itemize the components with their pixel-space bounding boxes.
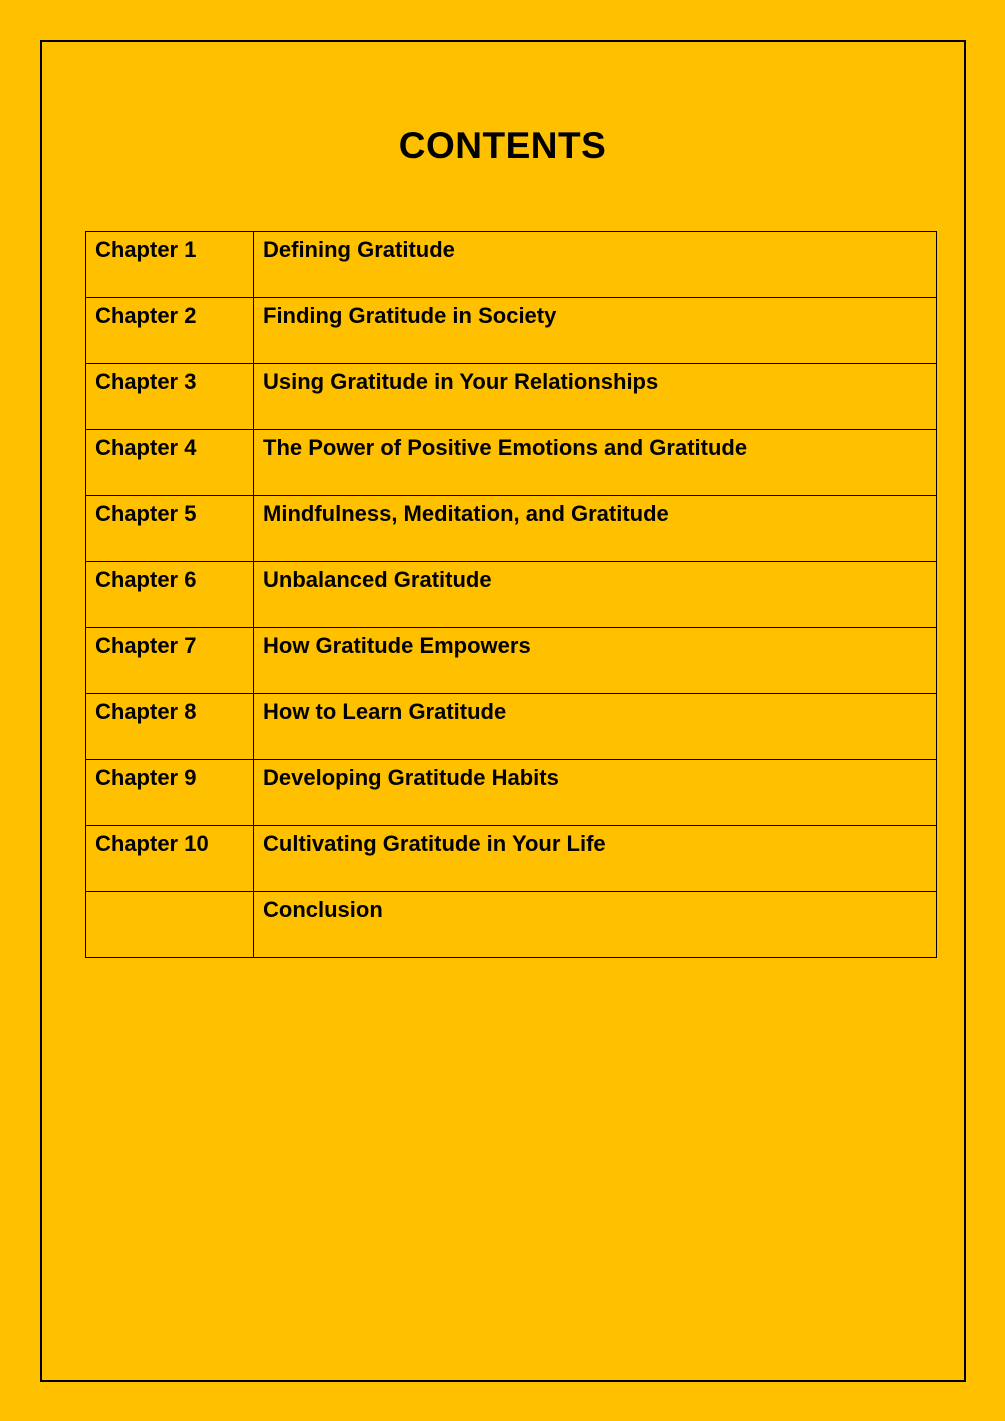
contents-table [85,231,937,958]
table-row [86,298,937,364]
chapter-number: Chapter 1 [86,232,254,298]
chapter-title: Cultivating Gratitude in Your Life [254,826,937,892]
chapter-number: Chapter 4 [86,430,254,496]
chapter-title: Conclusion [254,892,937,958]
chapter-number: Chapter 9 [86,760,254,826]
chapter-title: How to Learn Gratitude [254,694,937,760]
chapter-number [86,892,254,958]
table-row [86,364,937,430]
chapter-title: Finding Gratitude in Society [254,298,937,364]
chapter-number: Chapter 6 [86,562,254,628]
table-row [86,694,937,760]
chapter-number: Chapter 2 [86,298,254,364]
table-row [86,496,937,562]
chapter-title: Developing Gratitude Habits [254,760,937,826]
table-row [86,826,937,892]
chapter-title: Using Gratitude in Your Relationships [254,364,937,430]
chapter-number: Chapter 3 [86,364,254,430]
page-title: CONTENTS [398,125,607,166]
chapter-title: Defining Gratitude [254,232,937,298]
chapter-number: Chapter 10 [86,826,254,892]
table-row [86,760,937,826]
chapter-title: Unbalanced Gratitude [254,562,937,628]
chapter-number: Chapter 5 [86,496,254,562]
table-row [86,430,937,496]
table-row [86,232,937,298]
chapter-title: How Gratitude Empowers [254,628,937,694]
chapter-number: Chapter 7 [86,628,254,694]
chapter-number: Chapter 8 [86,694,254,760]
table-row [86,892,937,958]
chapter-title: Mindfulness, Meditation, and Gratitude [254,496,937,562]
chapter-title: The Power of Positive Emotions and Gratitude [254,430,937,496]
table-row [86,628,937,694]
table-row [86,562,937,628]
